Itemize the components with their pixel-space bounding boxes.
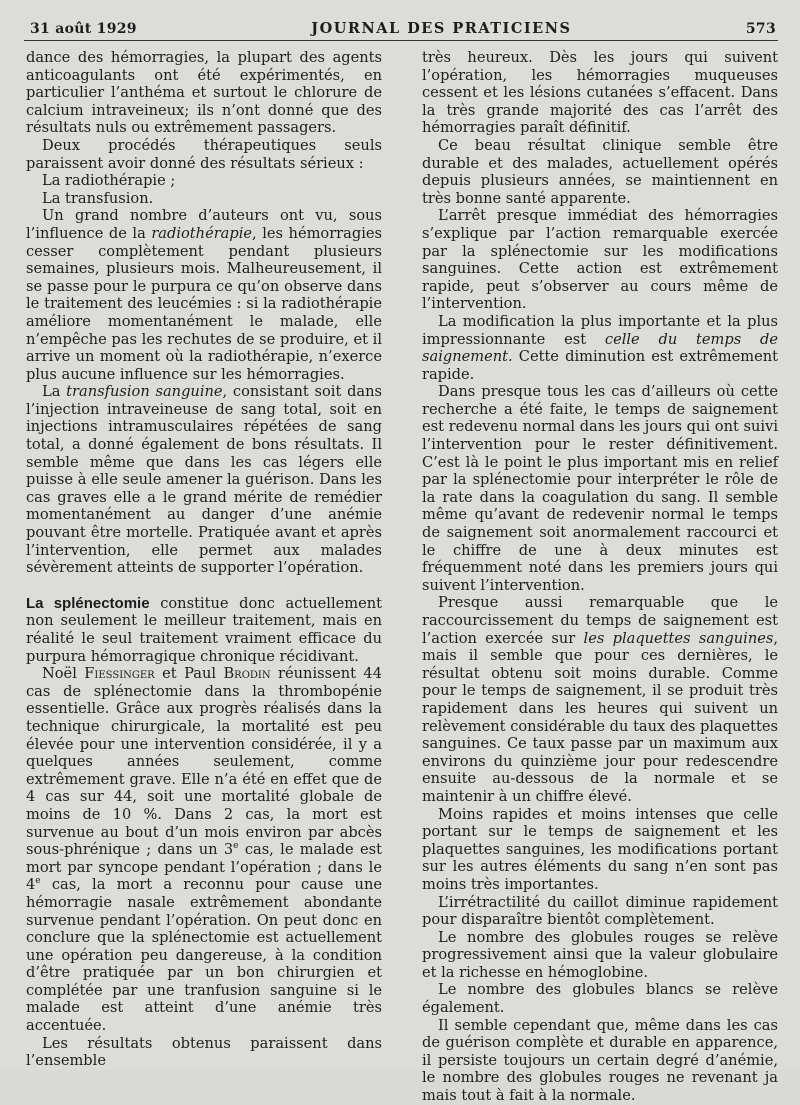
text-run: , les hémorragies cesser complètement pendant plusieurs semaines, plusieurs mois. Malheureusement, il se passe pour le purpura ce qu’on observe dans le traitement des leucémies : si la radiothérapie améliore momentanément le malade, elle n’empêche pas les rechutes de se produire, et il arrive un moment où la radiothérapie, n’exerce plus aucune influence sur les hémorragies.	[26, 224, 382, 383]
journal-title: JOURNAL DES PRATICIENS	[311, 20, 572, 37]
text-run: , mais il semble que pour ces dernières, le résultat obtenu soit moins durable. Comme pour le temps de saignement, il se produit très rapidement dans les heures qui suivent un relèvement considérable du taux des plaquettes sanguines. Ce taux passe par un maximum aux environs du quinzième jour pour redescendre ensuite au-dessous de la normale et se maintenir à un chiffre élevé.	[422, 629, 778, 805]
text-run: réunissent 44 cas de splénectomie dans la thrombopénie essentielle. Grâce aux progrès réalisés dans la technique chirurgicale, la mortalité est peu élevée pour une intervention considérée, il y a quelques années seulement, comme extrêmement grave. Elle n’a été en effet que de 4 cas sur 44, soit une mortalité globale de moins de 10 %. Dans 2 cas, la mort est survenue au bout d’un mois environ par abcès sous-phrénique ; dans un 3	[26, 665, 382, 859]
text-run: constitue donc actuellement non seulement le meilleur traitement, mais en réalité le seul traitement vraiment efficace du purpura hémorragique chronique récidivant.	[26, 594, 382, 665]
paragraph: Deux procédés thérapeutiques seuls paraissent avoir donné des résultats sérieux :	[26, 136, 382, 172]
emphasis: celle du temps de saignement.	[422, 330, 779, 366]
author-name: Brodin	[223, 665, 271, 683]
paragraph	[26, 383, 382, 577]
paragraph	[422, 594, 778, 805]
emphasis: radiothérapie	[151, 224, 253, 242]
emphasis: transfusion sanguine	[66, 383, 223, 401]
paragraph: Ce beau résultat clinique semble être durable et des malades, actuellement opérés depuis plusieurs années, se maintiennent en très bonne santé apparente.	[422, 136, 778, 207]
author-name: Fiessinger	[84, 665, 155, 683]
paragraph	[422, 313, 778, 383]
text-run: Noël	[42, 665, 85, 683]
page-number: 573	[745, 21, 776, 37]
paragraph: dance des hémorragies, la plupart des agents anticoagulants ont été expérimentés, en particulier l’anthéma et surtout le chlorure de calcium intraveineux; ils n’ont donné que des résultats nuls ou extrêmement passagers.	[26, 49, 382, 137]
list-item: La radiothérapie ;	[42, 172, 176, 190]
paragraph: Les résultats obtenus paraissent dans l’ensemble	[26, 1034, 382, 1070]
text-run: La	[42, 383, 67, 401]
list-item: La transfusion.	[42, 189, 154, 207]
text-run: La modification la plus importante et la plus impressionnante est	[422, 312, 778, 348]
paragraph: très heureux. Dès les jours qui suivent l’opération, les hémorragies muqueuses cessent et les lésions cutanées s’effacent. Dans la très grande majorité des cas l’arrêt des hémorragies paraît définitif.	[422, 49, 778, 137]
text-run: cas, le malade est mort par syncope pendant l’opération ; dans le 4	[26, 841, 382, 894]
paragraph	[26, 207, 382, 383]
superscript: e	[35, 876, 41, 887]
paragraph: Il semble cependant que, même dans les cas de guérison complète et durable en apparence, il persiste toujours un certain degré d’anémie, le nombre des globules rouges ne revenant ja mais tout à fait à la normale.	[422, 1016, 778, 1105]
right-column	[415, 49, 778, 1105]
text-run: et Paul	[154, 665, 224, 683]
text-run: Cette diminution est extrêmement rapide.	[422, 348, 778, 383]
section-heading: La splénectomie	[26, 594, 150, 612]
paragraph: Dans presque tous les cas d’ailleurs où cette recherche a été faite, le temps de saignement est redevenu normal dans les jours qui ont suivi l’intervention pour le rester définitivement. C’est là le point le plus important mis en relief par la splénectomie pour interpréter le rôle de la rate dans la coagulation du sang. Il semble même qu’avant de redevenir normal le temps de saignement soit anormalement raccourci et le chiffre de une à deux minutes est fréquemment noté dans les premiers jours qui suivent l’intervention.	[422, 383, 778, 594]
paragraph: Le nombre des globules rouges se relève progressivement ainsi que la valeur globulaire et la richesse en hémoglobine.	[422, 928, 778, 981]
running-head	[24, 20, 778, 41]
emphasis: les plaquettes sanguines	[583, 629, 774, 647]
paragraph: Le nombre des globules blancs se relève également.	[422, 981, 778, 1017]
paragraph: L’irrétractilité du caillot diminue rapidement pour disparaître bientôt complètement.	[422, 893, 778, 929]
superscript: e	[233, 841, 239, 852]
text-run: , consistant soit dans l’injection intraveineuse de sang total, soit en injections intramusculaires répétées de sang total, a donné également de bons résultats. Il semble même que dans les cas légers elle puisse à elle seule amener la guérison. Dans les cas graves elle a le grand mérite de remédier momentanément au danger d’une anémie pouvant être mortelle. Pratiquée avant et après l’intervention, elle permet aux malades sévèrement atteints de supporter l’opération.	[26, 383, 383, 577]
paragraph	[26, 665, 382, 1034]
header-date: 31 août 1929	[30, 21, 137, 37]
text-run: Presque aussi remarquable que le raccourcissement du temps de saignement est l’action exercée sur	[422, 594, 778, 647]
text-run: Un grand nombre d’auteurs ont vu, sous l’influence de la	[26, 207, 382, 242]
paragraph	[26, 595, 382, 665]
text-run: cas, la mort a reconnu pour cause une hémorragie nasale extrêmement abondante survenue pendant l’opération. On peut donc en conclure que la splénectomie est actuellement une opération peu dangereuse, à la condition d’être pratiquée par un bon chirurgien et complétée par une tranfusion sanguine si le malade est atteint d’une anémie très accentuée.	[26, 876, 382, 1035]
paragraph: L’arrêt presque immédiat des hémorragies s’explique par l’action remarquable exercée par la splénectomie sur les modifications sanguines. Cette action est extrêmement rapide, peut s’observer au cours même de l’intervention.	[422, 207, 778, 313]
text-columns	[24, 49, 778, 1105]
left-column	[24, 49, 382, 1105]
paragraph: Moins rapides et moins intenses que celle portant sur le temps de saignement et les plaquettes sanguines, les modifications portant sur les autres éléments du sang n’en sont pas moins très importantes.	[422, 805, 778, 893]
